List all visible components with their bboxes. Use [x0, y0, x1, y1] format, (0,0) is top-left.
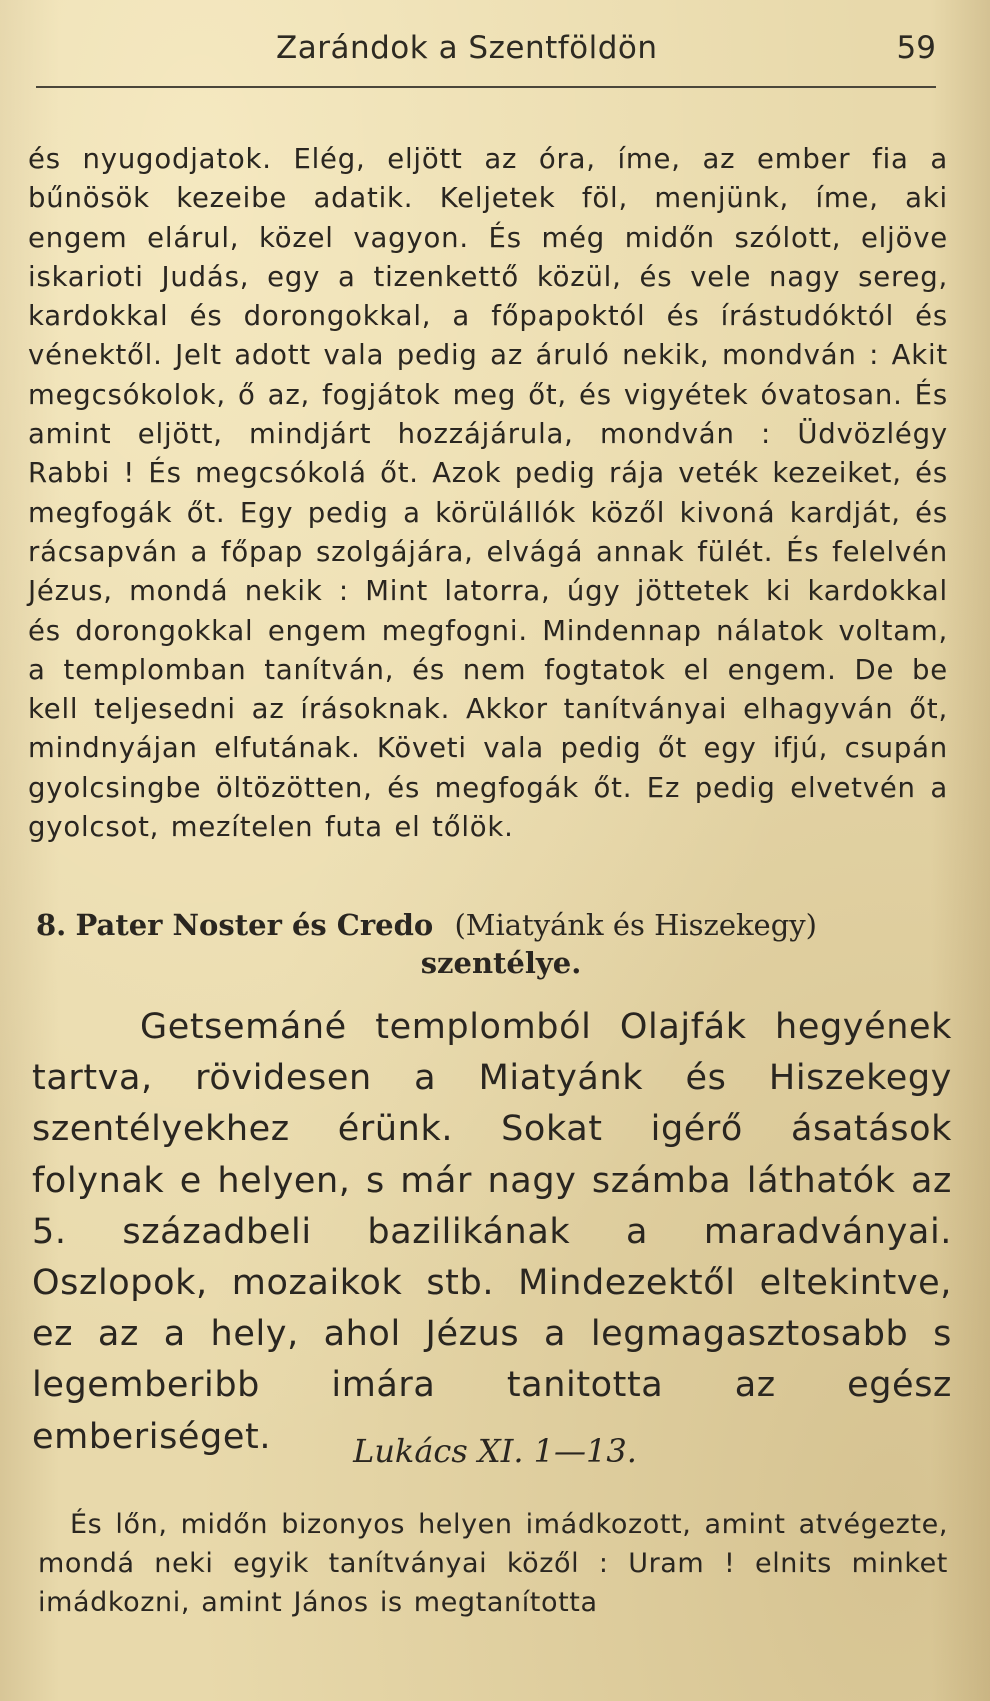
header-rule [36, 86, 936, 88]
page-number: 59 [896, 30, 936, 66]
section-title: Pater Noster és Credo [75, 908, 434, 942]
section-heading-line [36, 906, 946, 944]
running-title: Zarándok a Szentföldön [276, 30, 658, 66]
body-paragraph-description: Getsemáné templomból Olajfák hegyének tartva, rövidesen a Miatyánk és Hiszekegy szentélyekhez érünk. Sokat igérő ásatások folynak e helyen, s már nagy számba láthatók az 5. századbeli bazilikának a maradványai. Oszlopok, mozaikok stb. Mindezektől eltekintve, ez az a hely, ahol Jézus a legmagasztosabb s legemberibb imára tanitotta az egész emberiséget. [32, 1007, 952, 1457]
section-title-continuation: szentélye. [420, 946, 582, 980]
body-paragraph-scripture: És lőn, midőn bizonyos helyen imádkozott, amint atvégezte, mondá neki egyik tanítványai közől : Uram ! elnits minket imádkozni, amint János is megtanította [38, 1509, 948, 1618]
scripture-citation: Lukács XI. 1—13. [353, 1432, 637, 1470]
body-paragraph-gospel: és nyugodjatok. Elég, eljött az óra, íme, az ember fia a bűnösök kezeibe adatik. Keljetek föl, menjünk, íme, aki engem elárul, közel vagyon. És még midőn szólott, eljöve iskarioti Judás, egy a tizenkettő közül, és vele nagy sereg, kardokkal és dorongokkal, a főpapoktól és írástudóktól és vénektől. Jelt adott vala pedig az áruló nekik, mondván : Akit megcsókolok, ő az, fogjátok meg őt, és vigyétek óvatosan. És amint eljött, mindjárt hozzájárula, mondván : Üdvözlégy Rabbi ! És megcsókolá őt. Azok pedig rája veték kezeiket, és megfogák őt. Egy pedig a körülállók közől kivoná kardját, és rácsapván a főpap szolgájára, elvágá annak fülét. És felelvén Jézus, mondá nekik : Mint latorra, úgy jöttetek ki kardokkal és dorongokkal engem megfogni. Mindennap nálatok voltam, a templomban tanítván, és nem fogtatok el engem. De be kell teljesedni az írásoknak. Akkor tanítványai elhagyván őt, mindnyájan elfutának. Követi vala pedig őt egy ifjú, csupán gyolcsingbe öltözötten, és megfogák őt. Ez pedig elvetvén a gyolcsot, mezítelen futa el tőlök. [28, 143, 948, 844]
section-number: 8. [36, 908, 67, 942]
section-title-translation: (Miatyánk és Hiszekegy) [454, 908, 817, 942]
section-heading [36, 906, 946, 982]
running-head [36, 26, 936, 76]
